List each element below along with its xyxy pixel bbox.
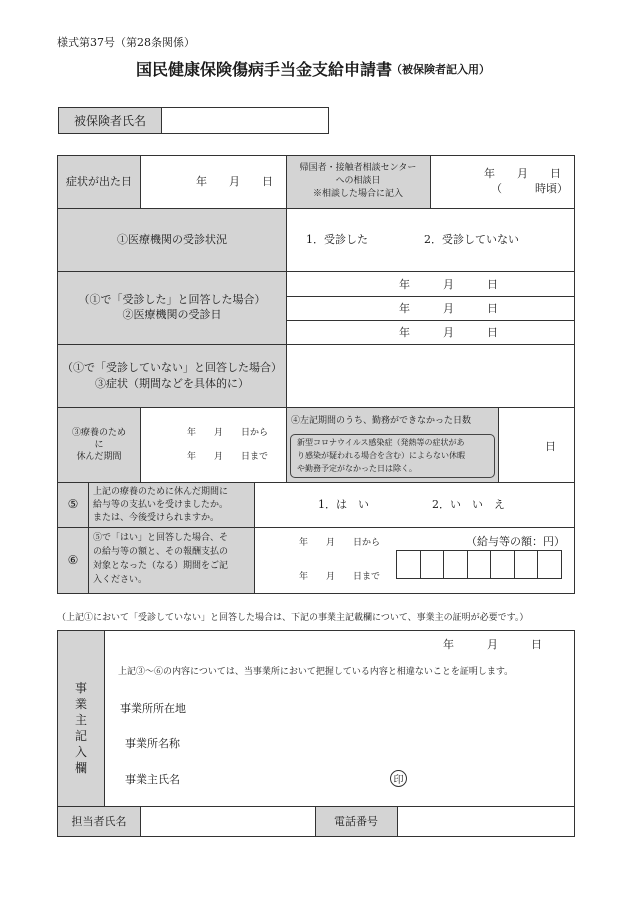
side-char: 欄 — [74, 761, 87, 775]
amount-digit-box[interactable] — [421, 551, 445, 578]
q5-mark: ⑤ — [67, 497, 79, 511]
amount-digit-box[interactable] — [468, 551, 492, 578]
amount-digit-box[interactable] — [397, 551, 421, 578]
employer-side-label — [58, 680, 104, 776]
side-char: 入 — [74, 745, 87, 759]
workless-days-field[interactable] — [499, 408, 574, 482]
consult-label-note: ※相談した場合に記入 — [312, 189, 403, 199]
phone-field[interactable] — [398, 807, 574, 836]
q6-text-line1: ⑤で「はい」と回答した場合、そ — [93, 533, 229, 543]
employer-owner-label: 事業主氏名 — [125, 773, 180, 786]
q6-from-field[interactable]: 年 月 日から — [299, 538, 381, 548]
workless-note-line1: 新型コロナウイルス感染症（発熱等の症状があ — [297, 438, 465, 447]
workless-note-line3: や勤務予定がなかった日は除く。 — [297, 464, 417, 473]
amount-digit-box[interactable] — [515, 551, 539, 578]
q5-text-line3: または、今後受けられますか。 — [93, 513, 220, 523]
q3-label: ③症状（期間などを具体的に） — [95, 377, 249, 390]
form-title: 国民健康保険傷病手当金支給申請書 — [136, 60, 393, 79]
leave-label-line2: に — [94, 440, 104, 450]
employer-address-label: 事業所所在地 — [120, 702, 186, 715]
side-char: 事 — [74, 681, 87, 695]
q6-amount-boxes[interactable] — [396, 550, 562, 579]
seal-mark: 印 — [390, 770, 407, 787]
leave-from-field[interactable]: 年 月 日から — [187, 428, 269, 438]
q1-option-visited[interactable]: 1．受診した — [306, 233, 368, 246]
amount-digit-box[interactable] — [491, 551, 515, 578]
q6-to-field[interactable]: 年 月 日まで — [299, 572, 381, 582]
q1-option-not-visited[interactable]: 2．受診していない — [424, 233, 519, 246]
form-title-suffix: （被保険者記入用） — [391, 63, 490, 76]
side-char: 主 — [74, 713, 87, 727]
consult-time-field[interactable]: （ 時頃） — [491, 182, 568, 195]
insured-name-label: 被保険者氏名 — [58, 107, 162, 134]
form-number: 様式第37号（第28条関係） — [57, 36, 195, 49]
side-char: 業 — [74, 697, 87, 711]
q2-date-1[interactable]: 年 月 日 — [399, 278, 498, 291]
leave-label-line1: ③療養のため — [71, 428, 126, 438]
leave-to-field[interactable]: 年 月 日まで — [187, 452, 269, 462]
q3-label-condition: （①で「受診していない」と回答した場合） — [62, 361, 282, 374]
employer-office-name-label: 事業所名称 — [125, 737, 180, 750]
insured-name-field[interactable] — [161, 107, 329, 134]
amount-digit-box[interactable] — [538, 551, 561, 578]
q6-text-line4: 入ください。 — [93, 575, 148, 585]
workless-days-unit: 日 — [545, 440, 556, 453]
employer-certify-text: 上記③～⑥の内容については、当事業所において把握している内容と相違ないことを証明します。 — [118, 667, 514, 677]
q6-mark: ⑥ — [67, 553, 79, 567]
q6-amount-label: （給与等の額：円） — [466, 535, 565, 548]
q2-label-condition: （①で「受診した」と回答した場合） — [78, 293, 266, 306]
q3-symptom-field[interactable] — [287, 345, 574, 407]
person-in-charge-label: 担当者氏名 — [71, 815, 127, 828]
q6-text-line2: の給与等の額と、その報酬支払の — [93, 547, 229, 557]
workless-note-line2: り感染が疑われる場合を含む）によらない休暇 — [297, 451, 465, 460]
consult-date-field[interactable]: 年 月 日 — [484, 167, 561, 180]
leave-label-line3: 休んだ期間 — [76, 452, 122, 462]
amount-digit-box[interactable] — [444, 551, 468, 578]
phone-label: 電話番号 — [334, 815, 378, 828]
employer-note: （上記①において「受診していない」と回答した場合は、下記の事業主記載欄について、事業主の証明が必要です。） — [57, 613, 529, 623]
person-in-charge-field[interactable] — [141, 807, 315, 836]
q2-date-3[interactable]: 年 月 日 — [399, 326, 498, 339]
workless-days-label: ④左記期間のうち、勤務ができなかった日数 — [291, 416, 472, 426]
q2-label: ②医療機関の受診日 — [122, 308, 222, 321]
q2-date-2[interactable]: 年 月 日 — [399, 302, 498, 315]
q5-text-line2: 給与等の支払いを受けましたか。 — [93, 500, 229, 510]
q6-text-line3: 対象となった（なる）期間をご記 — [93, 561, 229, 571]
consult-label-line2: への相談日 — [335, 176, 381, 186]
q5-option-yes[interactable]: 1．は い — [318, 498, 369, 511]
consult-label-line1: 帰国者・接触者相談センター — [299, 163, 417, 173]
symptom-date-label: 症状が出た日 — [66, 175, 132, 188]
side-char: 記 — [74, 729, 87, 743]
q1-label: ①医療機関の受診状況 — [117, 233, 227, 246]
employer-date-field[interactable]: 年 月 日 — [443, 638, 542, 651]
q5-text-line1: 上記の療養のために休んだ期間に — [93, 487, 229, 497]
symptom-date-field[interactable]: 年 月 日 — [196, 175, 273, 188]
q5-option-no[interactable]: 2．い い え — [432, 498, 505, 511]
